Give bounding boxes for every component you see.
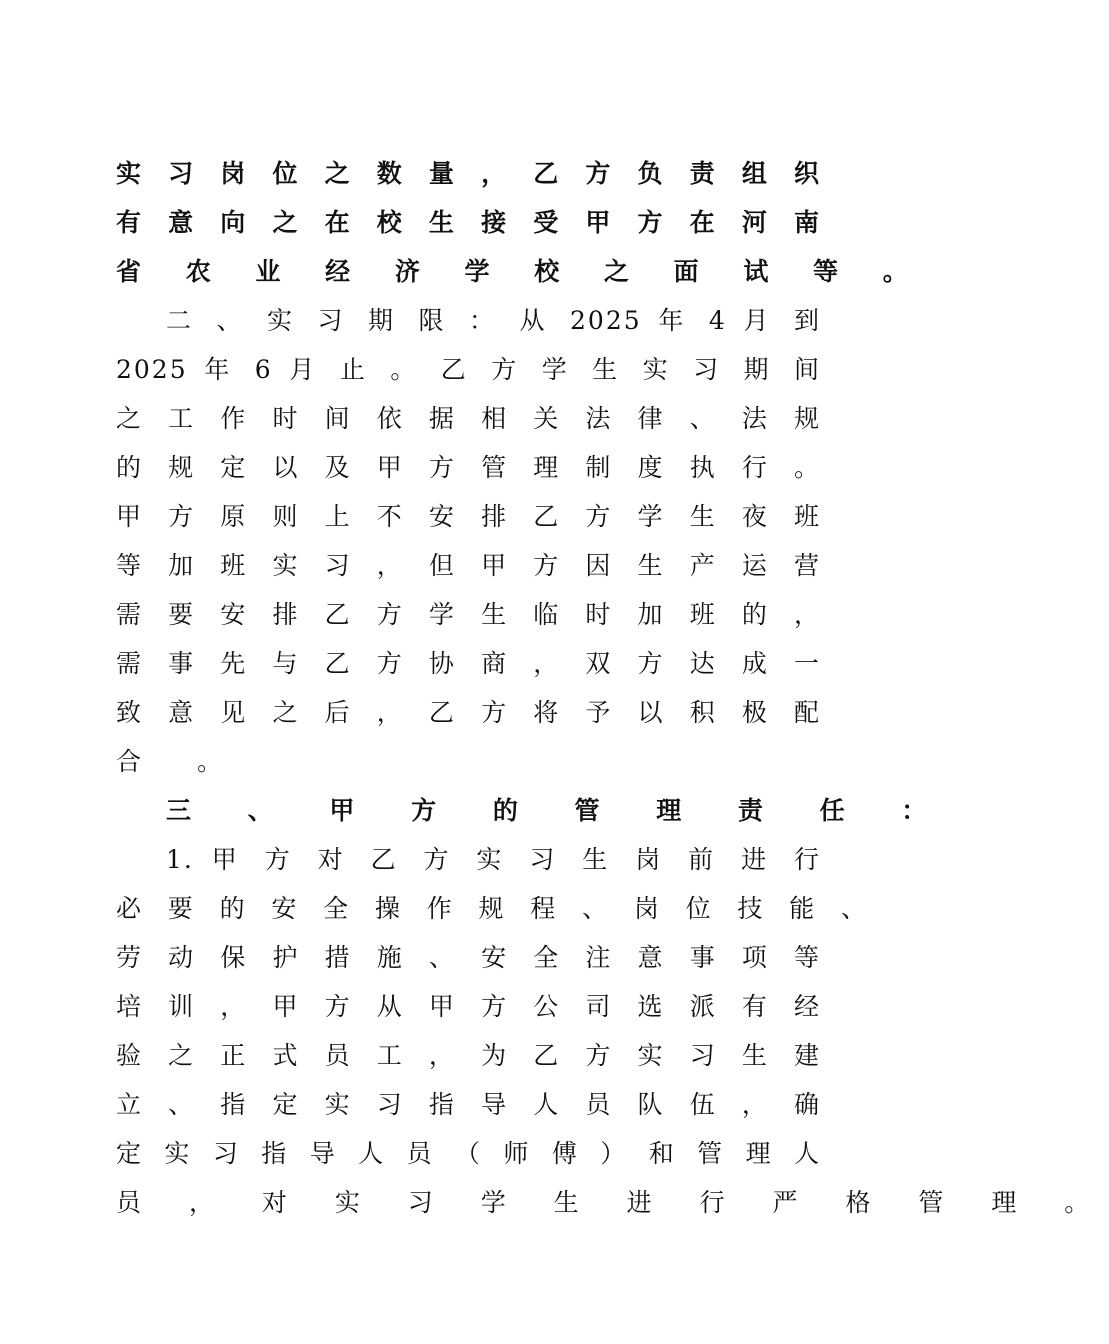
paragraph-line: 的 规 定 以 及 甲 方 管 理 制 度 执 行 。 [116, 453, 821, 482]
paragraph-line: 1. 甲 方 对 乙 方 实 习 生 岗 前 进 行 [166, 845, 821, 874]
section-heading-line: 二 、 实 习 期 限 ： 从 2025 年 4 月 到 [166, 306, 821, 335]
paragraph-line: 致 意 见 之 后 ， 乙 方 将 予 以 积 极 配 [116, 698, 821, 727]
paragraph-line: 培 训 ， 甲 方 从 甲 方 公 司 选 派 有 经 [116, 992, 821, 1021]
paragraph-line: 等 加 班 实 习 ， 但 甲 方 因 生 产 运 营 [116, 551, 821, 580]
paragraph-line: 需 事 先 与 乙 方 协 商 ， 双 方 达 成 一 [116, 649, 821, 678]
section-heading: 三 、 甲 方 的 管 理 责 任 ： [166, 796, 951, 825]
paragraph-line: 定 实 习 指 导 人 员 （ 师 傅 ） 和 管 理 人 [116, 1139, 821, 1168]
paragraph-line: 需 要 安 排 乙 方 学 生 临 时 加 班 的 ， [116, 600, 821, 629]
paragraph-line: 验 之 正 式 员 工 ， 为 乙 方 实 习 生 建 [116, 1041, 821, 1070]
paragraph-line: 劳 动 保 护 措 施 、 安 全 注 意 事 项 等 [116, 943, 821, 972]
paragraph-line: 甲 方 原 则 上 不 安 排 乙 方 学 生 夜 班 [116, 502, 821, 531]
paragraph-line: 有 意 向 之 在 校 生 接 受 甲 方 在 河 南 [116, 208, 821, 237]
paragraph-line: 实 习 岗 位 之 数 量 ， 乙 方 负 责 组 织 [116, 159, 821, 188]
paragraph-line: 2025 年 6 月 止 。 乙 方 学 生 实 习 期 间 [116, 355, 821, 384]
paragraph-line: 合 。 [116, 747, 246, 776]
paragraph-line: 省 农 业 经 济 学 校 之 面 试 等 。 [116, 257, 926, 286]
paragraph-line: 员 ， 对 实 习 学 生 进 行 严 格 管 理 。 [116, 1188, 1109, 1217]
paragraph-line: 立 、 指 定 实 习 指 导 人 员 队 伍 ， 确 [116, 1090, 821, 1119]
paragraph-line: 必 要 的 安 全 操 作 规 程 、 岗 位 技 能 、 [116, 894, 868, 923]
paragraph-line: 之 工 作 时 间 依 据 相 关 法 律 、 法 规 [116, 404, 821, 433]
